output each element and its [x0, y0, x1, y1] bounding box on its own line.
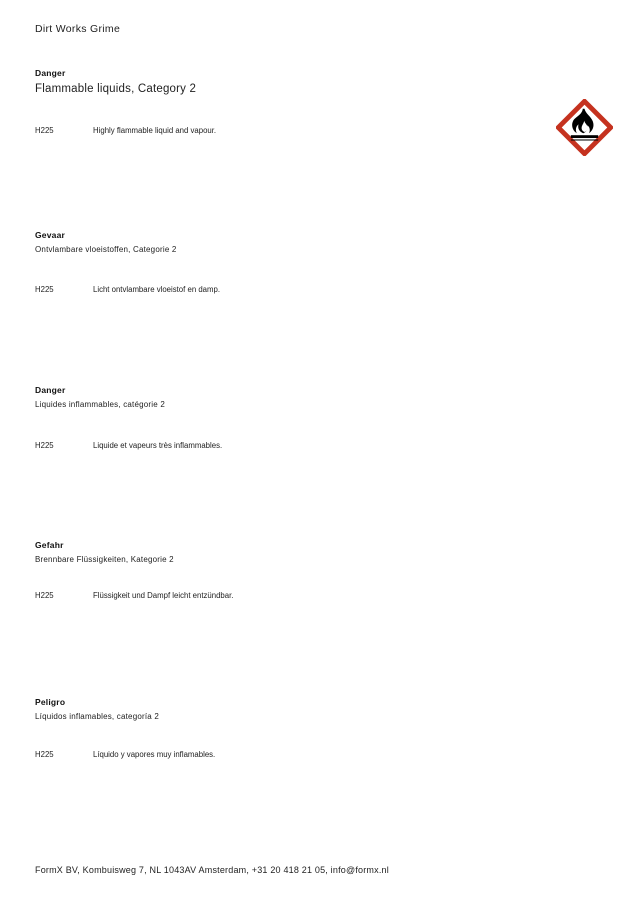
h-code-fr: H225 — [35, 441, 54, 450]
h-code-nl: H225 — [35, 285, 54, 294]
page-title: Dirt Works Grime — [35, 23, 121, 35]
footer-company-line: FormX BV, Kombuisweg 7, NL 1043AV Amsterdam, +31 20 418 21 05, info@formx.nl — [35, 865, 389, 875]
hazard-class-en: Flammable liquids, Category 2 — [35, 83, 197, 95]
hazard-class-de: Brennbare Flüssigkeiten, Kategorie 2 — [35, 555, 174, 564]
h-statement-fr: Liquide et vapeurs très inflammables. — [93, 441, 223, 450]
signal-word-fr: Danger — [35, 385, 66, 395]
ghs-flame-svg — [556, 99, 613, 156]
h-statement-es: Líquido y vapores muy inflamables. — [93, 750, 216, 759]
signal-word-de: Gefahr — [35, 540, 64, 550]
h-statement-de: Flüssigkeit und Dampf leicht entzündbar. — [93, 591, 234, 600]
hazard-class-nl: Ontvlambare vloeistoffen, Categorie 2 — [35, 245, 177, 254]
h-code-de: H225 — [35, 591, 54, 600]
hazard-class-fr: Liquides inflammables, catégorie 2 — [35, 400, 165, 409]
h-statement-en: Highly flammable liquid and vapour. — [93, 126, 217, 135]
signal-word-nl: Gevaar — [35, 230, 66, 240]
ghs-flame-icon — [556, 99, 613, 156]
signal-word-es: Peligro — [35, 697, 66, 707]
signal-word-en: Danger — [35, 68, 66, 78]
h-code-en: H225 — [35, 126, 54, 135]
hazard-class-es: Líquidos inflamables, categoría 2 — [35, 712, 160, 721]
h-statement-nl: Licht ontvlambare vloeistof en damp. — [93, 285, 220, 294]
h-code-es: H225 — [35, 750, 54, 759]
